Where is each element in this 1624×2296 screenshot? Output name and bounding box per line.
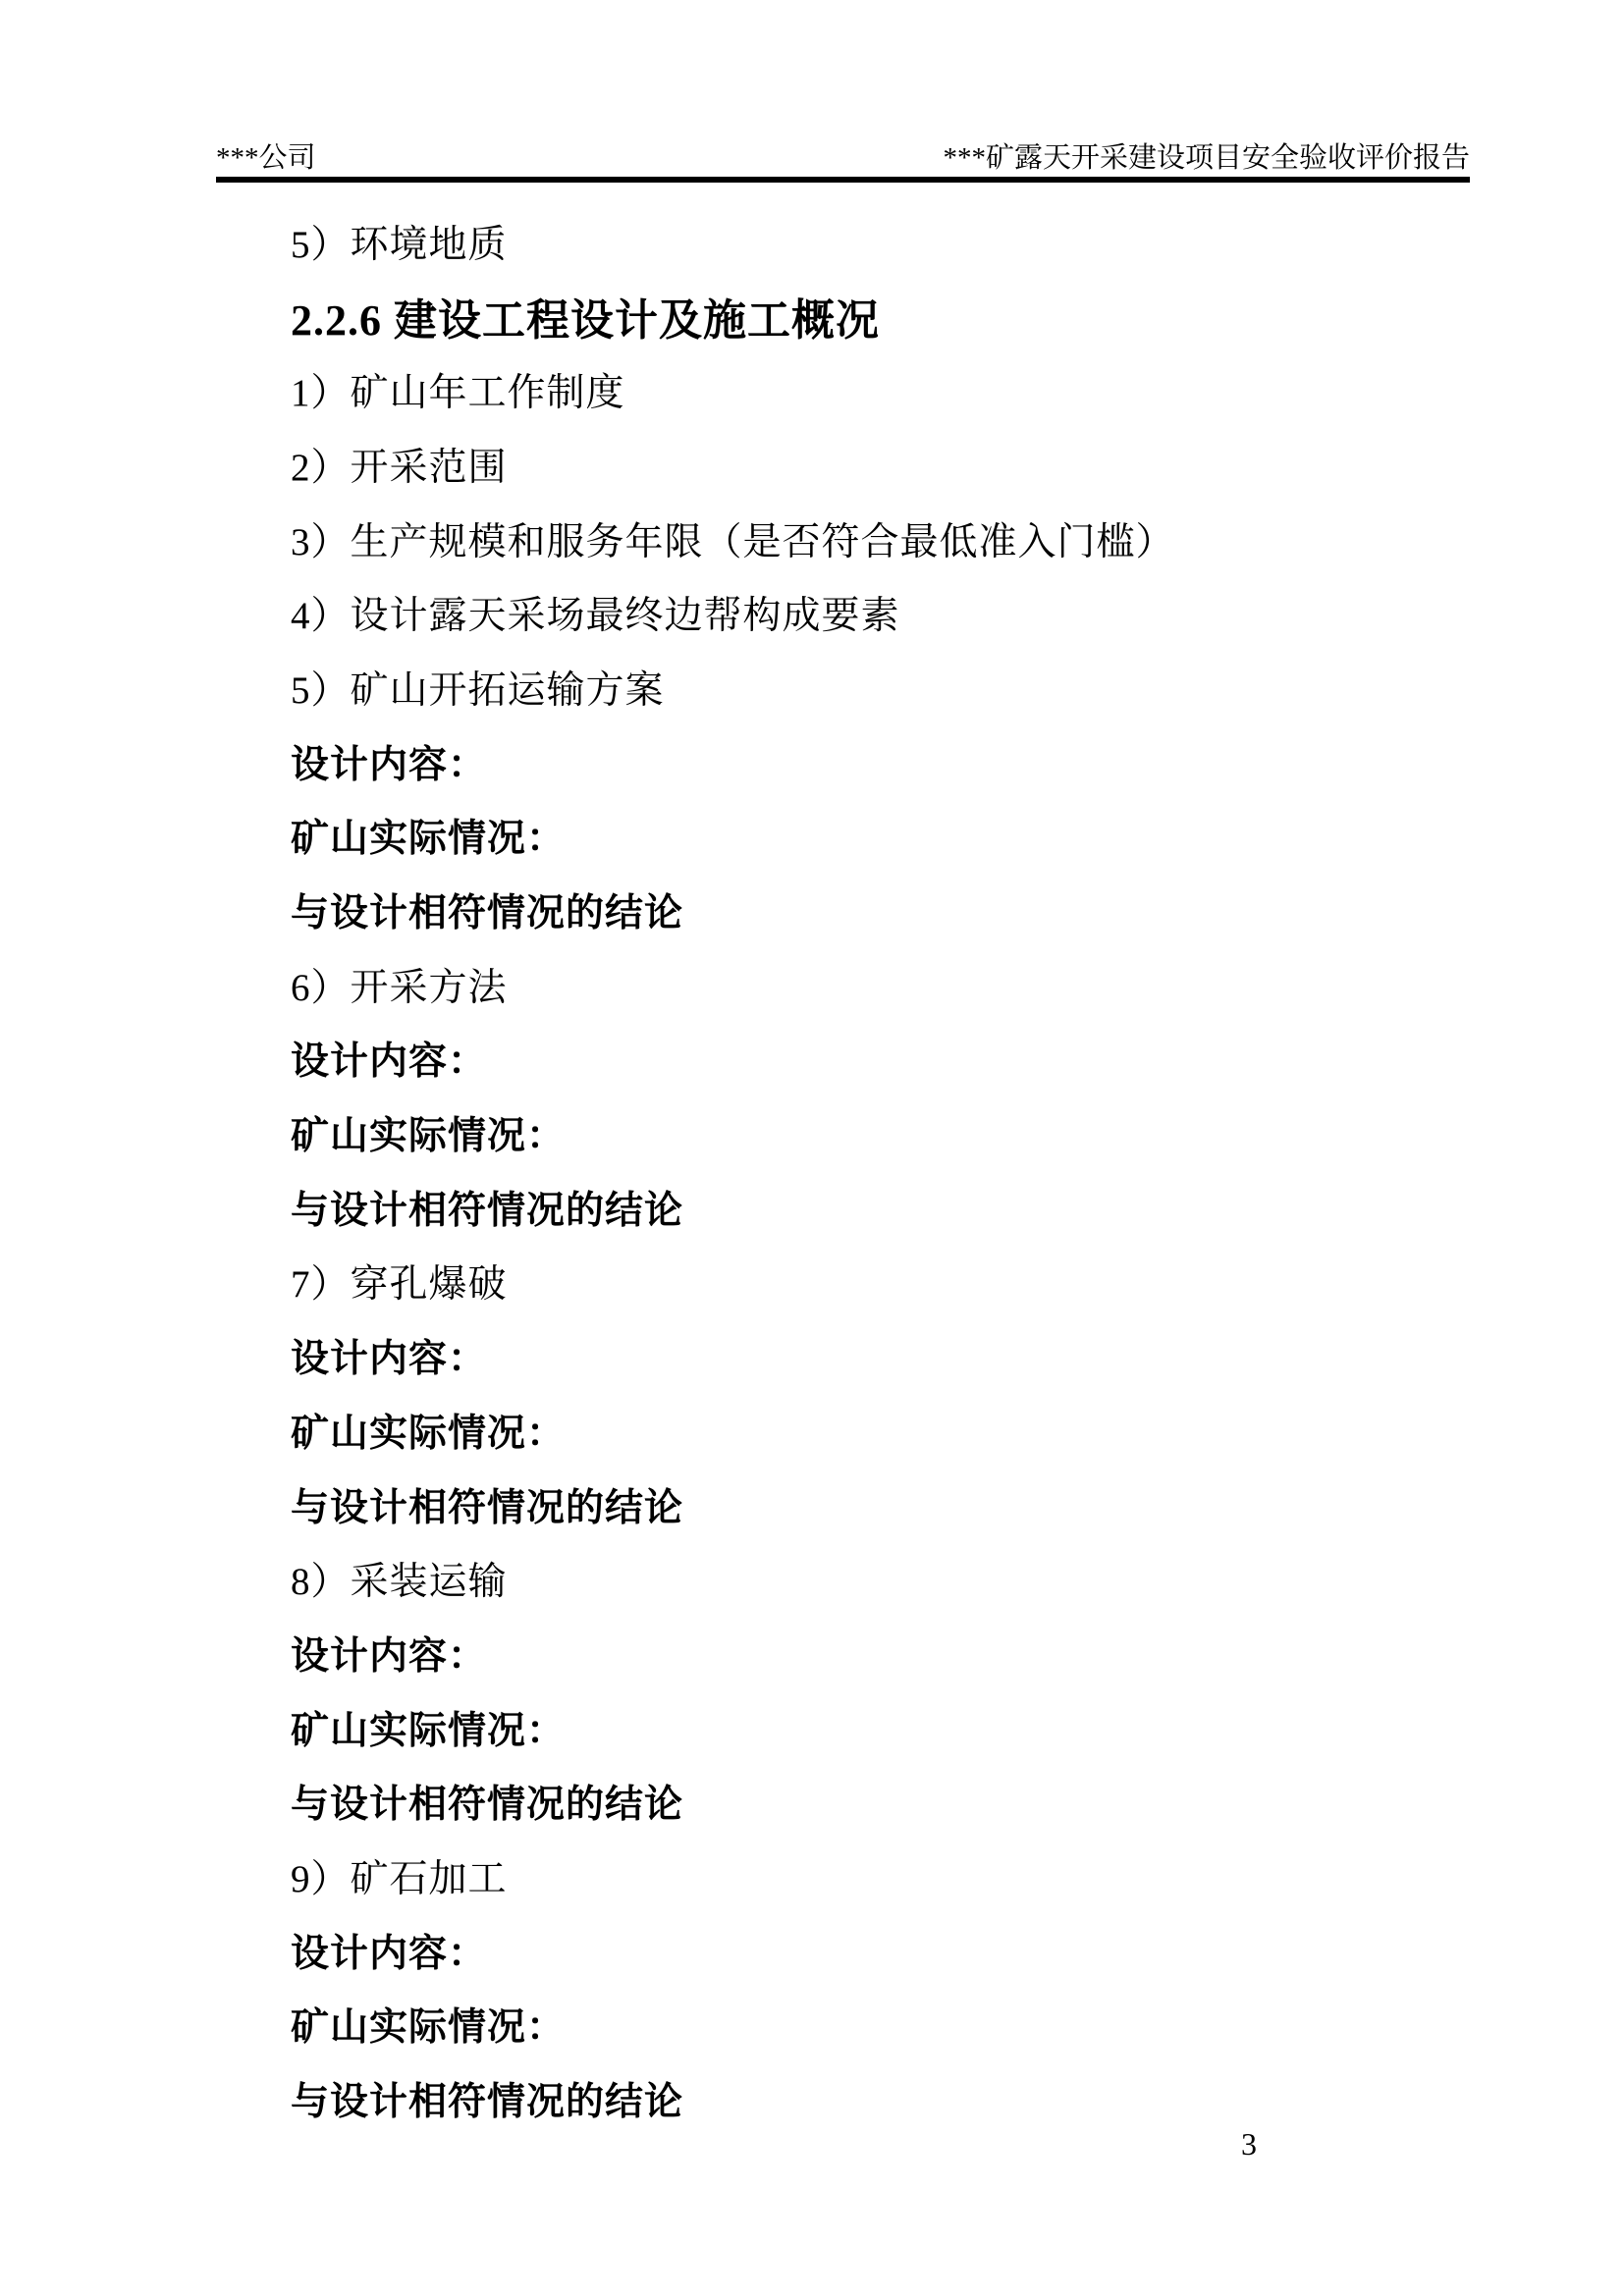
body-line: 1）矿山年工作制度: [291, 372, 625, 415]
page-header: [216, 140, 1470, 176]
body-line: 6）开采方法: [291, 966, 508, 1009]
section-heading: 2.2.6 建设工程设计及施工概况: [291, 295, 880, 345]
body-line: 矿山实际情况：: [291, 1412, 567, 1455]
body-line: 矿山实际情况：: [291, 1115, 567, 1158]
body-line: 与设计相符情况的结论: [291, 2081, 684, 2124]
header-right-text: ***矿露天开采建设项目安全验收评价报告: [943, 142, 1470, 174]
body-line: 设计内容：: [291, 1932, 488, 1975]
body-line: 矿山实际情况：: [291, 1709, 567, 1752]
body-line: 设计内容：: [291, 1041, 488, 1084]
body-line: 2）开采范围: [291, 446, 508, 489]
body-line: 矿山实际情况：: [291, 2006, 567, 2050]
body-line: 与设计相符情况的结论: [291, 1189, 684, 1232]
body-line: 矿山实际情况：: [291, 818, 567, 861]
body-line: 与设计相符情况的结论: [291, 1486, 684, 1529]
header-left-text: ***公司: [216, 142, 316, 174]
body-line: 与设计相符情况的结论: [291, 892, 684, 935]
body-line: 9）矿石加工: [291, 1857, 508, 1900]
body-line: 8）采装运输: [291, 1561, 508, 1604]
body-line: 4）设计露天采场最终边帮构成要素: [291, 595, 900, 638]
body-line: 设计内容：: [291, 743, 488, 786]
body-line: 5）环境地质: [291, 223, 508, 266]
body-line: 设计内容：: [291, 1634, 488, 1678]
body-line: 3）生产规模和服务年限（是否符合最低准入门槛）: [291, 520, 1175, 563]
body-line: 设计内容：: [291, 1338, 488, 1381]
body-line: 与设计相符情况的结论: [291, 1784, 684, 1827]
body-line: 7）穿孔爆破: [291, 1263, 508, 1307]
header-rule: [216, 177, 1470, 183]
document-body: [291, 204, 1470, 2136]
body-line: 5）矿山开拓运输方案: [291, 668, 665, 712]
page-number: 3: [1241, 2126, 1257, 2162]
